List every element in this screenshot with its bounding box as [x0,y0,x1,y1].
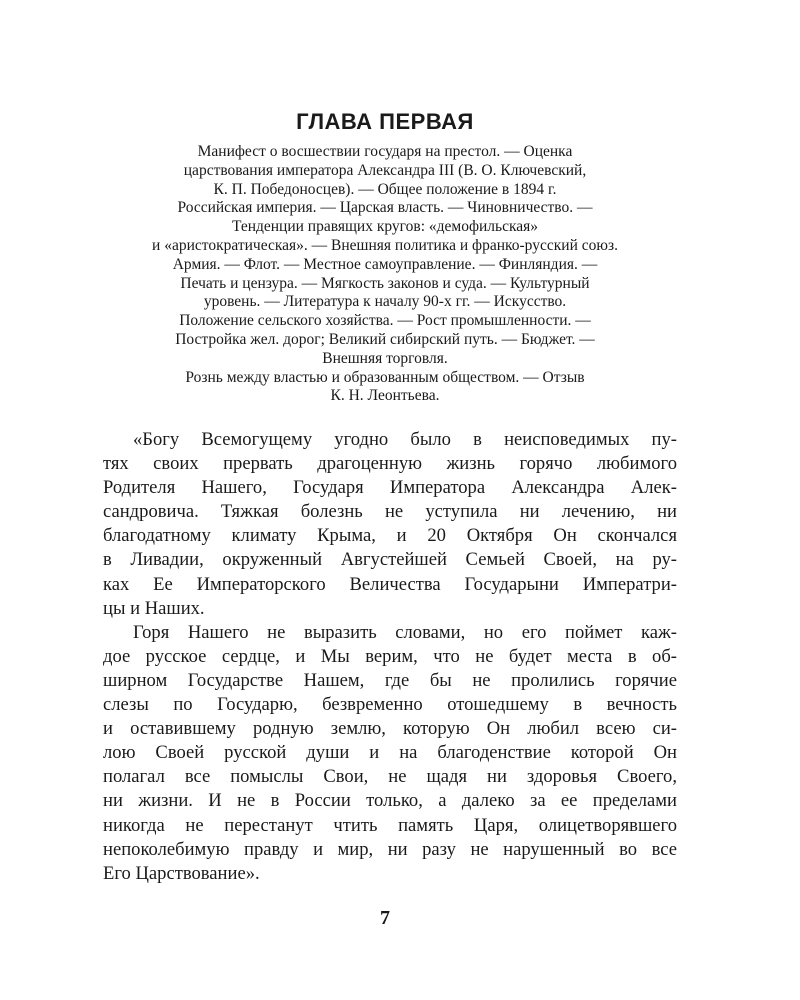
text-line: благодатному климату Крыма, и 20 Октября Он скончался [103,525,677,547]
text-line: Родителя Нашего, Государя Императора Александра Алек- [103,477,677,499]
text-line: лою Своей русской души и на благоденствие которой Он [103,742,677,764]
text-line: ширном Государстве Нашем, где бы не пролились горячие [103,669,677,691]
summary-line: царствования императора Александра III (В. О. Ключевский, [183,161,587,179]
summary-line: К. Н. Леонтьева. [330,387,440,405]
summary-line: Армия. — Флот. — Местное самоуправление. — Финляндия. — [172,255,598,273]
text-line: сандровича. Тяжкая болезнь не уступила ни лечению, ни [103,501,677,523]
summary-line: Печать и цензура. — Мягкость законов и суда. — Культурный [180,274,590,292]
body-text [103,428,677,886]
summary-line: Российская империя. — Царская власть. — Чиновничество. — [177,199,593,217]
text-line: ни жизни. И не в России только, а далеко за ее пределами [103,790,677,812]
paragraph-1 [103,428,677,621]
text-line: дое русское сердце, и Мы верим, что не будет места в об- [103,645,677,667]
paragraph-2 [103,621,677,886]
page-number: 7 [380,907,390,929]
text-line: Его Царствование». [103,862,260,884]
text-line: ках Ее Императорского Величества Государыни Императри- [103,573,677,595]
summary-line: Положение сельского хозяйства. — Рост промышленности. — [179,312,591,330]
summary-line: и «аристократическая». — Внешняя политика и франко-русский союз. [152,236,618,254]
text-line: в Ливадии, окруженный Августейшей Семьей Своей, на ру- [103,549,677,571]
chapter-summary [90,143,680,406]
summary-line: Рознь между властью и образованным обществом. — Отзыв [185,368,585,386]
text-line: никогда не перестанут чтить память Царя, олицетворявшего [103,814,677,836]
text-line: цы и Наших. [103,597,205,619]
summary-line: К. П. Победоносцев). — Общее положение в 1894 г. [213,180,557,198]
text-line: тях своих прервать драгоценную жизнь горячо любимого [103,453,677,475]
text-line: слезы по Государю, безвременно отошедшему в вечность [103,694,677,716]
summary-line: уровень. — Литература к началу 90-х гг. — Искусство. [203,293,567,311]
text-line: и оставившему родную землю, которую Он любил всею си- [103,718,677,740]
text-line: «Богу Всемогущему угодно было в неисповедимых пу- [133,429,677,450]
summary-line: Тенденции правящих кругов: «демофильская» [231,218,539,236]
chapter-title: ГЛАВА ПЕРВАЯ [296,109,474,134]
text-line: полагал все помыслы Свои, не щадя ни здоровья Своего, [103,766,677,788]
summary-line: Внешняя торговля. [322,349,448,367]
text-line: Горя Нашего не выразить словами, но его поймет каж- [133,621,677,643]
text-line: непоколебимую правду и мир, ни разу не нарушенный во все [103,838,677,860]
summary-line: Манифест о восшествии государя на престол. — Оценка [197,143,573,160]
summary-line: Постройка жел. дорог; Великий сибирский путь. — Бюджет. — [175,330,595,348]
